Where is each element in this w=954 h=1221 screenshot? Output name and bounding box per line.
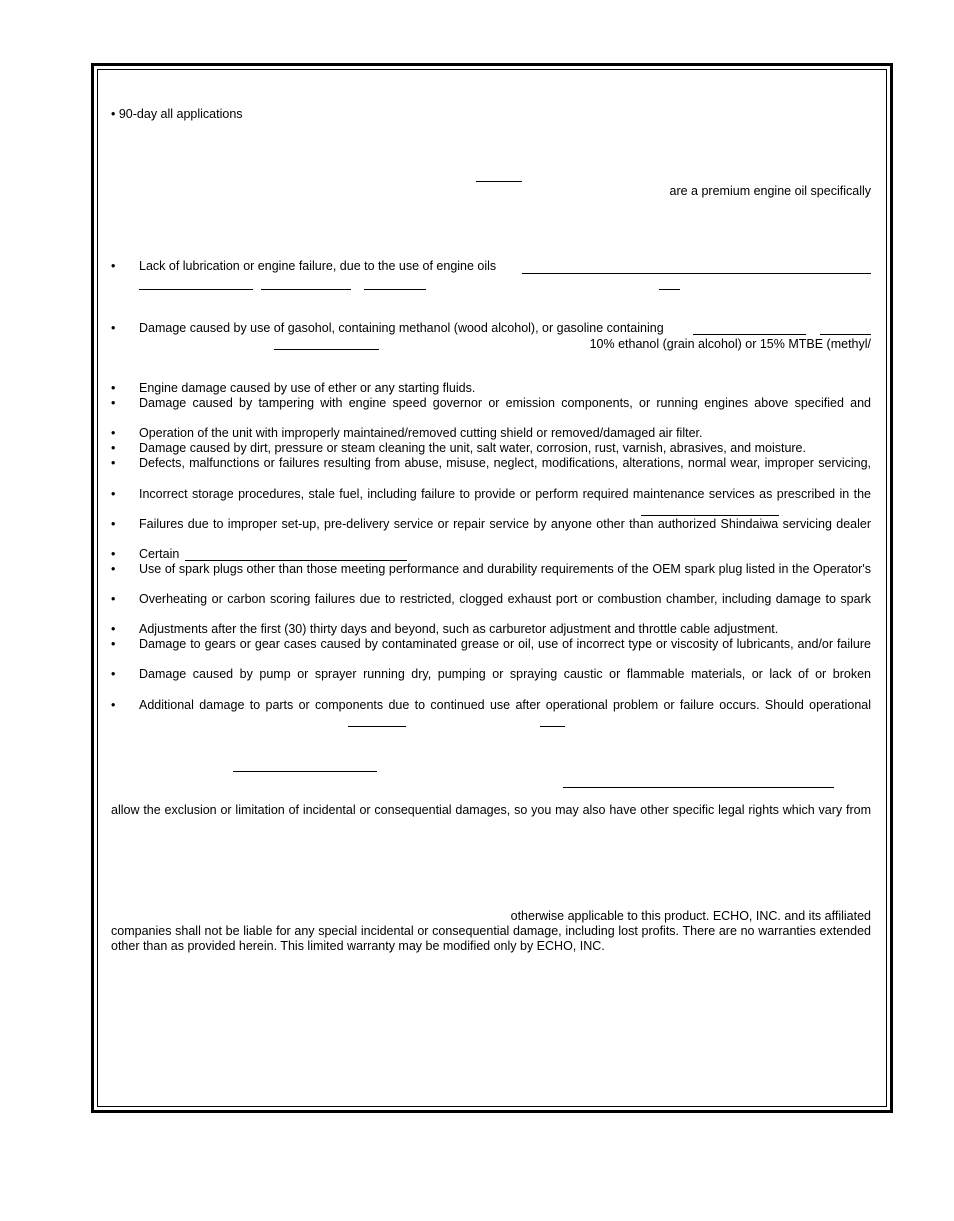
exclusion-item: Damage to gears or gear cases caused by contaminated grease or oil, use of incorrect type or viscosity of lubricants, and/or failure	[139, 637, 871, 651]
exclusion-item: Lack of lubrication or engine failure, due to the use of engine oils	[139, 259, 497, 273]
bullet: •	[111, 396, 116, 410]
bullet: •	[111, 667, 116, 681]
exclusion-item: Defects, malfunctions or failures resulting from abuse, misuse, neglect, modifications, alterations, normal wear, improper servicing,	[139, 456, 871, 470]
underline	[659, 289, 680, 290]
exclusion-item: Damage caused by pump or sprayer running dry, pumping or spraying caustic or flammable materials, or lack of or broken	[139, 667, 871, 681]
bullet: •	[111, 622, 116, 636]
coverage-item-90day: • 90-day all applications	[111, 107, 243, 121]
exclusion-item: Failures due to improper set-up, pre-delivery service or repair service by anyone other than authorized Shindaiwa servicing dealer	[139, 517, 871, 531]
bullet: •	[111, 487, 116, 501]
underline	[185, 560, 407, 561]
bullet: •	[111, 321, 116, 335]
underline	[522, 273, 871, 274]
exclusion-item: Incorrect storage procedures, stale fuel, including failure to provide or perform required maintenance services as prescribed in the	[139, 487, 871, 501]
underline	[563, 787, 834, 788]
exclusion-item: Damage caused by use of gasohol, containing methanol (wood alcohol), or gasoline containing	[139, 321, 664, 335]
bullet: •	[111, 637, 116, 651]
bullet: •	[111, 426, 116, 440]
legal-rights-text: allow the exclusion or limitation of incidental or consequential damages, so you may also have other specific legal rights which vary from	[111, 803, 871, 817]
underline	[476, 181, 522, 182]
exclusion-item: Additional damage to parts or components due to continued use after operational problem or failure occurs. Should operational	[139, 698, 871, 712]
underline	[540, 726, 565, 727]
bullet: •	[111, 698, 116, 712]
legal-text: other than as provided herein. This limited warranty may be modified only by ECHO, INC.	[111, 939, 605, 953]
bullet: •	[111, 456, 116, 470]
underline	[348, 726, 406, 727]
bullet: •	[111, 259, 116, 273]
exclusion-item: Damage caused by tampering with engine speed governor or emission components, or running engines above specified and	[139, 396, 871, 410]
oil-note: are a premium engine oil specifically	[669, 184, 871, 198]
legal-text: otherwise applicable to this product. ECHO, INC. and its affiliated	[510, 909, 871, 923]
bullet: •	[111, 441, 116, 455]
underline	[364, 289, 426, 290]
exclusion-item: Adjustments after the first (30) thirty days and beyond, such as carburetor adjustment and throttle cable adjustment.	[139, 622, 779, 636]
exclusion-item: Use of spark plugs other than those meeting performance and durability requirements of the OEM spark plug listed in the Operator's	[139, 562, 871, 576]
underline	[641, 515, 779, 516]
underline	[139, 289, 253, 290]
exclusion-item-continued: 10% ethanol (grain alcohol) or 15% MTBE (methyl/	[589, 337, 871, 351]
bullet: •	[111, 592, 116, 606]
underline	[820, 334, 871, 335]
underline	[693, 334, 806, 335]
underline	[274, 349, 379, 350]
underline	[233, 771, 377, 772]
exclusion-item: Operation of the unit with improperly maintained/removed cutting shield or removed/damaged air filter.	[139, 426, 703, 440]
bullet: •	[111, 517, 116, 531]
bullet: •	[111, 381, 116, 395]
legal-text: companies shall not be liable for any special incidental or consequential damage, including lost profits. There are no warranties extended	[111, 924, 871, 938]
underline	[261, 289, 351, 290]
bullet: •	[111, 562, 116, 576]
exclusion-item: Certain	[139, 547, 180, 561]
exclusion-item: Damage caused by dirt, pressure or steam cleaning the unit, salt water, corrosion, rust, varnish, abrasives, and moisture.	[139, 441, 806, 455]
exclusion-item: Overheating or carbon scoring failures due to restricted, clogged exhaust port or combustion chamber, including damage to spark	[139, 592, 871, 606]
exclusion-item: Engine damage caused by use of ether or any starting fluids.	[139, 381, 476, 395]
bullet: •	[111, 547, 116, 561]
